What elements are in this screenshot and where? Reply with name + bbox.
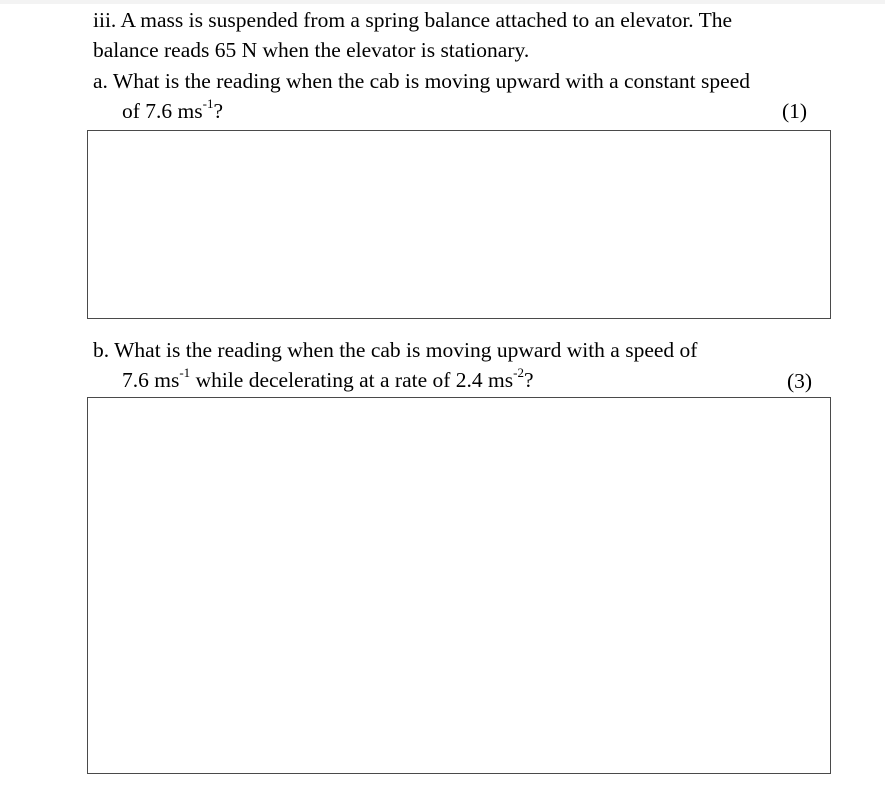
part-a-marks: (1)	[782, 99, 808, 123]
question-stem-text-2: balance reads 65 N when the elevator is stationary.	[93, 38, 530, 62]
part-a-unit-exponent: -1	[202, 95, 214, 111]
part-b-question-mark: ?	[524, 368, 534, 392]
page-top-rule	[0, 0, 885, 4]
part-b-line-2	[122, 365, 534, 395]
part-b-answer-box[interactable]	[87, 397, 831, 774]
part-b-text-2b: while decelerating at a rate of 2.4 ms	[190, 368, 514, 392]
question-stem-line-2	[93, 35, 529, 65]
question-stem-text-1: A mass is suspended from a spring balance attached to an elevator. The	[120, 8, 733, 32]
part-a-line-1	[93, 66, 750, 96]
part-a-label: a.	[93, 69, 108, 93]
question-stem-line-1	[93, 5, 732, 35]
part-a-text-1: What is the reading when the cab is moving upward with a constant speed	[112, 69, 750, 93]
part-b-unit-exponent-2: -2	[513, 364, 524, 380]
part-b-marks: (3)	[787, 369, 813, 393]
question-number: iii.	[93, 8, 117, 32]
part-b-text-1: What is the reading when the cab is moving upward with a speed of	[114, 338, 698, 362]
part-b-text-2a: 7.6 ms	[122, 368, 180, 392]
part-b-label: b.	[93, 338, 110, 362]
part-b-unit-exponent-1: -1	[179, 364, 191, 380]
part-a-answer-box[interactable]	[87, 130, 831, 319]
part-a-text-2: of 7.6 ms	[122, 99, 203, 123]
part-a-line-2	[122, 96, 223, 126]
part-b-line-1	[93, 335, 697, 365]
part-a-question-mark: ?	[213, 99, 224, 123]
